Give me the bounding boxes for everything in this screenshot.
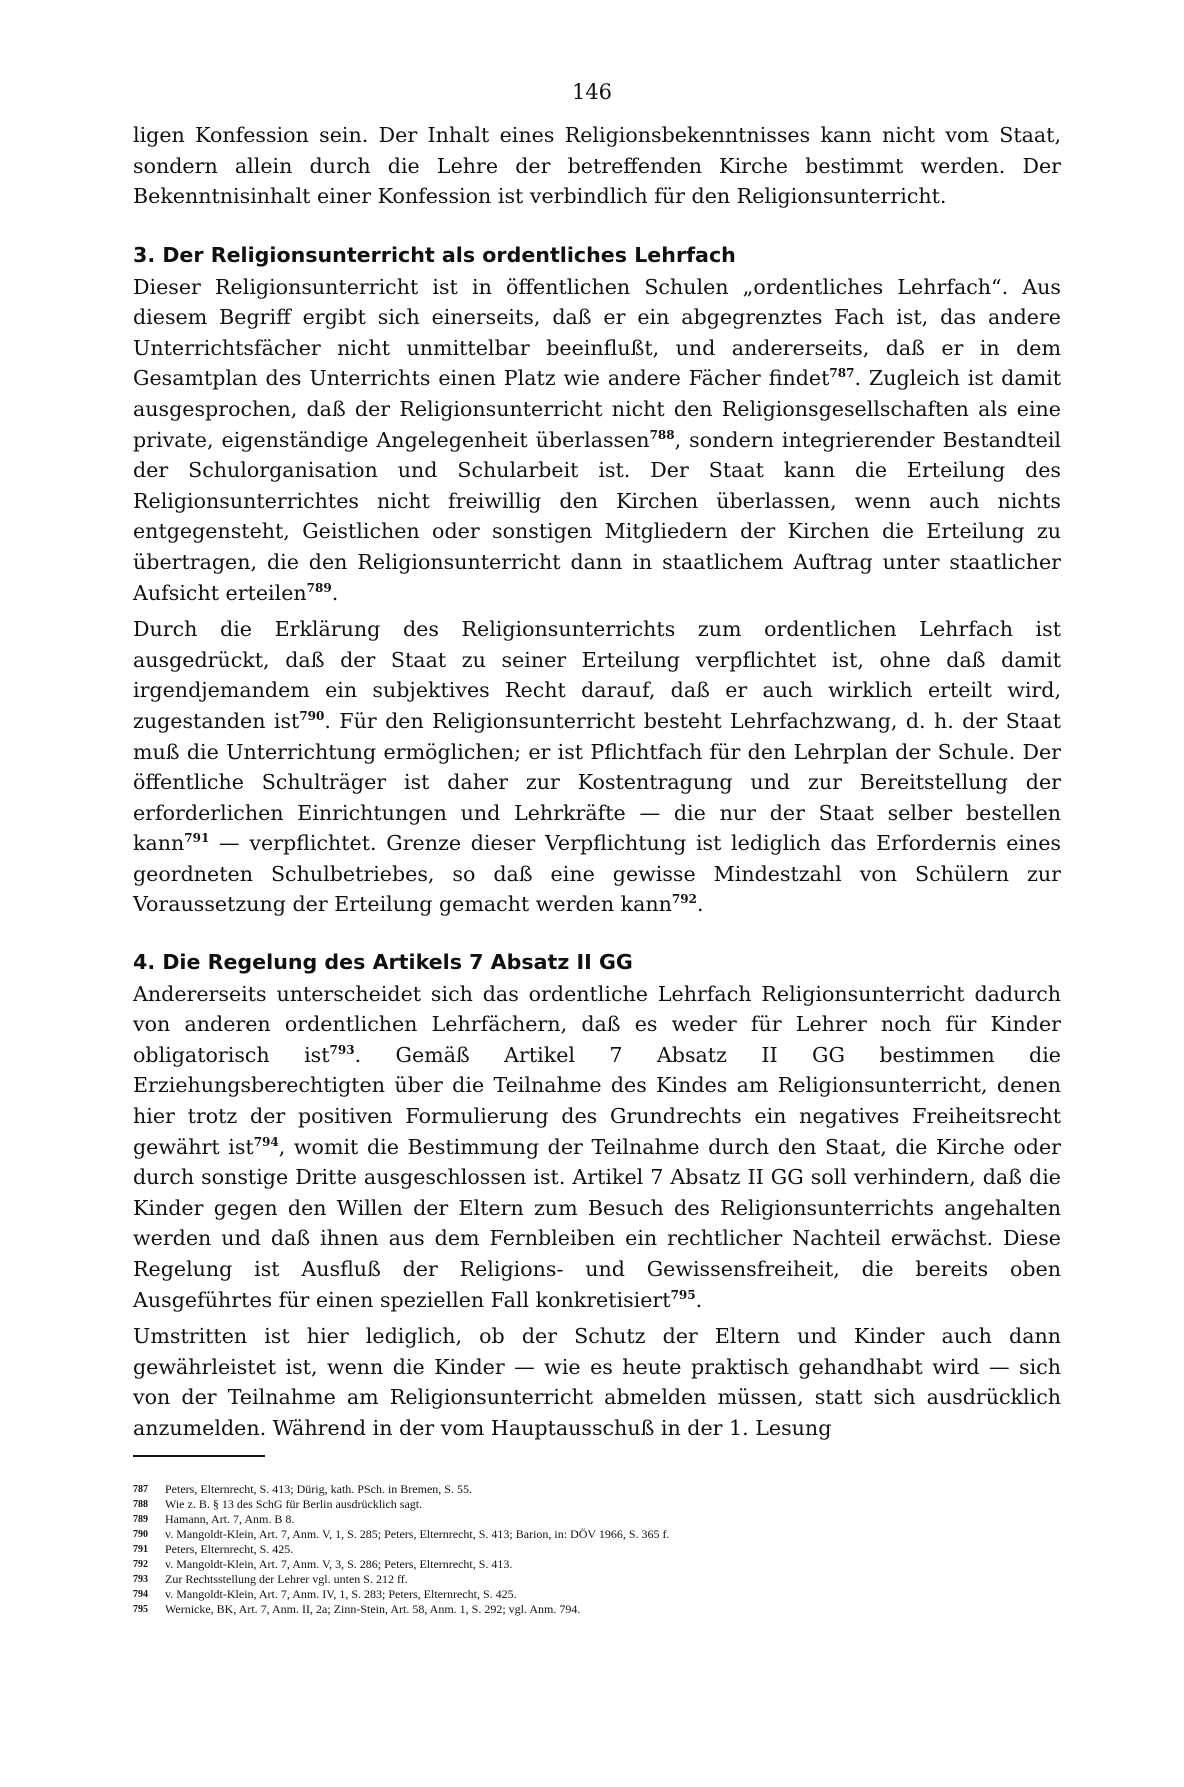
footnote-text: Zur Rechtsstellung der Lehrer vgl. unten S. 212 ff. bbox=[165, 1572, 408, 1586]
text-run: — verpflichtet. Grenze dieser Verpflichtung ist lediglich das Erfordernis eines geordneten Schulbetriebes, so daß eine gewisse Mindestzahl von Schülern zur Voraussetzung der Erteilung gemacht werden kann bbox=[133, 831, 1061, 917]
footnote-text: v. Mangoldt-Klein, Art. 7, Anm. V, 1, S. 285; Peters, Elternrecht, S. 413; Barion, in: DÖV 1966, S. 365 f. bbox=[165, 1527, 670, 1541]
footnote bbox=[133, 1542, 1061, 1557]
footnote-number: 791 bbox=[133, 1544, 148, 1555]
footnote-ref: 789 bbox=[306, 580, 332, 595]
text-run: , sondern integrierender Bestandteil der Schulorganisation und Schularbeit ist. Der Staat kann die Erteilung des Religionsunterrichtes nicht freiwillig den Kirchen überlassen, wenn auch nichts entgegensteht, Geistlichen oder sonstigen Mitgliedern der Kirchen die Erteilung zu übertragen, die den Religionsunterricht dann in staatlichem Auftrag unter staatlicher Aufsicht erteilen bbox=[133, 427, 1061, 605]
section-4 bbox=[133, 947, 1061, 1444]
footnote bbox=[133, 1587, 1061, 1602]
text-run: . bbox=[696, 892, 704, 917]
footnote bbox=[133, 1572, 1061, 1587]
body-block-intro bbox=[133, 120, 1061, 212]
footnote-number: 787 bbox=[133, 1484, 148, 1495]
text-run: Durch die Erklärung des Religionsunterrichts zum ordentlichen Lehrfach ist ausgedrückt, daß der Staat zu seiner Erteilung verpflichtet ist, ohne daß damit irgendjemandem ein subjektives Recht darauf, daß er auch wirklich erteilt wird, zugestanden ist bbox=[133, 617, 1061, 733]
footnote bbox=[133, 1557, 1061, 1572]
footnote-text: Wie z. B. § 13 des SchG für Berlin ausdrücklich sagt. bbox=[165, 1497, 423, 1511]
page-number: 146 bbox=[571, 80, 613, 104]
text-run: . Für den Religionsunterricht besteht Lehrfachzwang, d. h. der Staat muß die Unterrichtung ermöglichen; er ist Pflichtfach für den Lehrplan der Schule. Der öffentliche Schulträger ist daher zur Kostentragung und zur Bereitstellung der erforderlichen Einrichtungen und Lehrkräfte — die nur der Staat selber bestellen kann bbox=[133, 708, 1061, 856]
footnote-text: Hamann, Art. 7, Anm. B 8. bbox=[165, 1512, 295, 1526]
footnote-ref: 795 bbox=[670, 1287, 696, 1302]
footnote-number: 795 bbox=[133, 1604, 148, 1615]
footnote-separator bbox=[133, 1455, 265, 1457]
text-run: . bbox=[695, 1287, 703, 1312]
text-run: . Zugleich ist damit ausgesprochen, daß der Religionsunterricht nicht den Religionsgesellschaften als eine private, eigenständige Angelegenheit überlassen bbox=[133, 366, 1061, 452]
paragraph-intro: ligen Konfession sein. Der Inhalt eines Religionsbekenntnisses kann nicht vom Staat, sondern allein durch die Lehre der betreffenden Kirche bestimmt werden. Der Bekenntnisinhalt einer Konfession ist verbindlich für den Religionsunterricht. bbox=[133, 123, 1061, 209]
footnote-ref: 787 bbox=[829, 366, 855, 381]
footnote-ref: 794 bbox=[253, 1134, 279, 1149]
footnote bbox=[133, 1512, 1061, 1527]
footnote-text: v. Mangoldt-Klein, Art. 7, Anm. IV, 1, S. 283; Peters, Elternrecht, S. 425. bbox=[165, 1587, 517, 1601]
footnote-number: 794 bbox=[133, 1589, 148, 1600]
footnote-text: Peters, Elternrecht, S. 413; Dürig, kath. PSch. in Bremen, S. 55. bbox=[165, 1482, 472, 1496]
section-4-paragraph-2: Umstritten ist hier lediglich, ob der Schutz der Eltern und Kinder auch dann gewährleistet ist, wenn die Kinder — wie es heute praktisch gehandhabt wird — sich von der Teilnahme am Religionsunterricht abmelden müssen, statt sich ausdrücklich anzumelden. Während in der vom Hauptausschuß in der 1. Lesung bbox=[133, 1324, 1061, 1440]
footnote-ref: 790 bbox=[299, 709, 325, 724]
footnote-ref: 792 bbox=[671, 892, 697, 907]
section-4-heading: 4. Die Regelung des Artikels 7 Absatz II GG bbox=[133, 950, 633, 974]
footnote-number: 792 bbox=[133, 1559, 148, 1570]
text-run: , womit die Bestimmung der Teilnahme durch den Staat, die Kirche oder durch sonstige Dritte ausgeschlossen ist. Artikel 7 Absatz II GG soll verhindern, daß die Kinder gegen den Willen der Eltern zum Besuch des Religionsunterrichts angehalten werden und daß ihnen aus dem Fernbleiben ein rechtlicher Nachteil erwächst. Diese Regelung ist Ausfluß der Religions- und Gewissensfreiheit, die bereits oben Ausgeführtes für einen speziellen Fall konkretisiert bbox=[133, 1134, 1061, 1312]
footnote-text: v. Mangoldt-Klein, Art. 7, Anm. V, 3, S. 286; Peters, Elternrecht, S. 413. bbox=[165, 1557, 513, 1571]
footnote bbox=[133, 1527, 1061, 1542]
footnote-ref: 788 bbox=[649, 427, 675, 442]
section-3-paragraph-2 bbox=[133, 614, 1061, 920]
section-4-paragraph-1 bbox=[133, 979, 1061, 1316]
text-run: . bbox=[331, 580, 339, 605]
footnote-ref: 791 bbox=[184, 831, 210, 846]
footnote-number: 789 bbox=[133, 1514, 148, 1525]
text-run: Dieser Religionsunterricht ist in öffentlichen Schulen „ordentliches Lehrfach“. Aus diesem Begriff ergibt sich einerseits, daß er ein abgegrenztes Fach ist, das andere Unterrichtsfächer nicht unmittelbar beeinflußt, und andererseits, daß er in dem Gesamtplan des Unterrichts einen Platz wie andere Fächer findet bbox=[133, 274, 1061, 391]
footnote bbox=[133, 1482, 1061, 1497]
footnote bbox=[133, 1497, 1061, 1512]
footnote-ref: 793 bbox=[329, 1042, 355, 1057]
footnote-number: 788 bbox=[133, 1499, 148, 1510]
footnote-text: Peters, Elternrecht, S. 425. bbox=[165, 1542, 294, 1556]
section-3-heading: 3. Der Religionsunterricht als ordentliches Lehrfach bbox=[133, 243, 736, 267]
section-3 bbox=[133, 240, 1061, 920]
footnote-text: Wernicke, BK, Art. 7, Anm. II, 2a; Zinn-Stein, Art. 58, Anm. 1, S. 292; vgl. Anm. 794. bbox=[165, 1602, 581, 1616]
section-3-paragraph-1 bbox=[133, 272, 1061, 609]
footnote bbox=[133, 1602, 1061, 1617]
footnote-number: 790 bbox=[133, 1529, 148, 1540]
text-run: . Gemäß Artikel 7 Absatz II GG bestimmen die Erziehungsberechtigten über die Teilnahme des Kindes am Religionsunterricht, denen hier trotz der positiven Formulierung des Grundrechts ein negatives Freiheitsrecht gewährt ist bbox=[133, 1042, 1061, 1159]
footnote-number: 793 bbox=[133, 1574, 148, 1585]
text-run: Andererseits unterscheidet sich das ordentliche Lehrfach Religionsunterricht dadurch von anderen ordentlichen Lehrfächern, daß es weder für Lehrer noch für Kinder obligatorisch ist bbox=[133, 981, 1061, 1067]
